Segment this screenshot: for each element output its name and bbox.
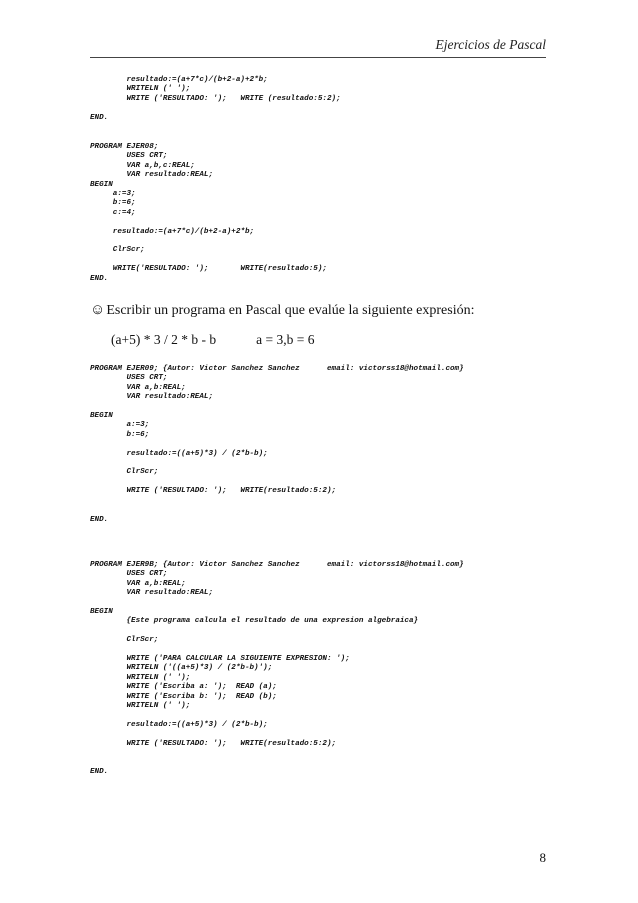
exercise-statement-text: Escribir un programa en Pascal que evalúe la siguiente expresión: (106, 303, 475, 318)
exercise-statement (90, 302, 474, 319)
expression-values: a = 3,b = 6 (256, 332, 315, 347)
smiley-bullet-icon: ☺ (90, 302, 106, 318)
code-block-ejer09: PROGRAM EJER09; {Autor: Victor Sanchez Sanchez email: victorss18@hotmail.com} USES CRT; VAR a,b:REAL; VAR resultado:REAL; BEGIN a:=3; b:=6; resultado:=((a+5)*3) / (2*b-b); ClrScr; WRITE ('RESULTADO: '); WRITE(resultado:5:2); END. (90, 365, 464, 524)
expression-line (111, 332, 314, 348)
code-block-ejer08: PROGRAM EJER08; USES CRT; VAR a,b,c:REAL; VAR resultado:REAL; BEGIN a:=3; b:=6; c:=4; resultado:=(a+7*c)/(b+2-a)+2*b; ClrScr; WRITE('RESULTADO: '); WRITE(resultado:5); END. (90, 143, 327, 283)
header-title: Ejercicios de Pascal (435, 37, 546, 52)
expression-formula: (a+5) * 3 / 2 * b - b (111, 332, 217, 347)
page-number: 8 (539, 850, 546, 865)
code-block-ejer9b: PROGRAM EJER9B; {Autor: Victor Sanchez Sanchez email: victorss18@hotmail.com} USES CRT; VAR a,b:REAL; VAR resultado:REAL; BEGIN {Este programa calcula el resultado de una expresion algebraica} ClrScr; WRITE ('PARA CALCULAR LA SIGUIENTE EXPRESION: '); WRITELN ('((a+5)*3) / (2*b-b)'); WRITELN (' '); WRITE ('Escriba a: '); READ (a); WRITE ('Escriba b: '); READ (b); WRITELN (' '); resultado:=((a+5)*3) / (2*b-b); WRITE ('RESULTADO: '); WRITE(resultado:5:2); END. (90, 561, 464, 776)
code-block-ejer07-end: resultado:=(a+7*c)/(b+2-a)+2*b; WRITELN (' '); WRITE ('RESULTADO: '); WRITE (resultado:5:2); END. (90, 76, 341, 122)
header-rule (90, 57, 546, 58)
